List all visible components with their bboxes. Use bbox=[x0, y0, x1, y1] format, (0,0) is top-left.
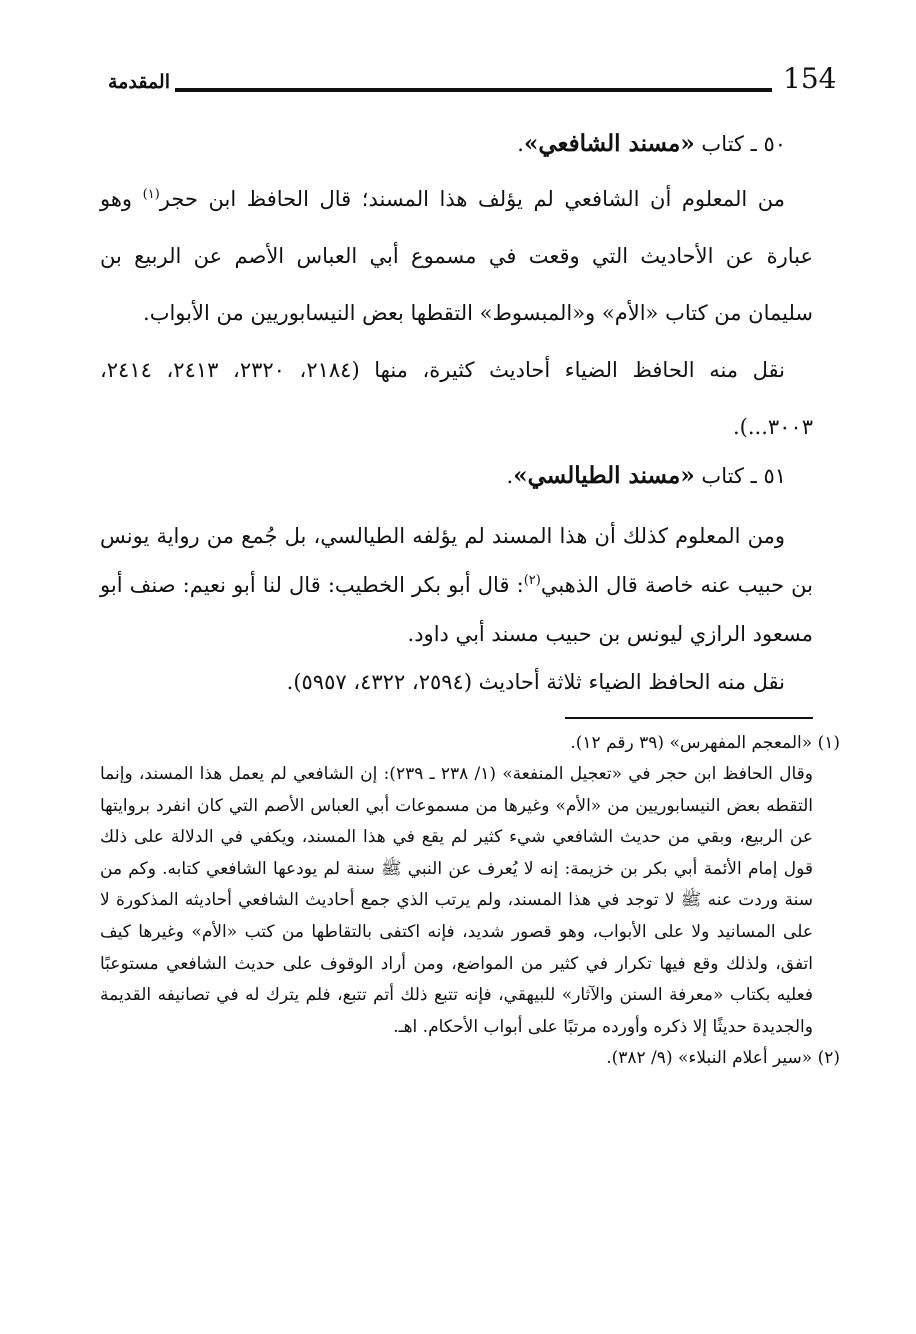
paragraph-text: نقل منه الحافظ الضياء ثلاثة أحاديث (٢٥٩٤، ٤٣٢٢، ٥٩٥٧). bbox=[286, 670, 785, 694]
paragraph-text: وهو عبارة عن الأحاديث التي وقعت في مسموع أبي العباس الأصم عن الربيع بن سليمان من كتاب «الأم» و«المبسوط» التقطها بعض النيسابوريين من الأبواب. bbox=[100, 187, 813, 325]
section-title-50 bbox=[100, 124, 786, 164]
page-number: 154 bbox=[783, 62, 837, 95]
section-title-suffix: . bbox=[506, 464, 514, 488]
footnote-ref-2[interactable]: (٢) bbox=[523, 573, 541, 588]
section-title-book: «مسند الطيالسي» bbox=[513, 462, 695, 489]
paragraph-shafii-1 bbox=[100, 171, 813, 342]
paragraph-text: : قال أبو بكر الخطيب: قال لنا أبو نعيم: صنف أبو مسعود الرازي ليونس بن حبيب مسند أبي داود. bbox=[100, 573, 813, 646]
paragraph-shafii-2 bbox=[100, 342, 813, 456]
paragraph-tayalisi-1 bbox=[100, 512, 813, 659]
paragraph-text: من المعلوم أن الشافعي لم يؤلف هذا المسند؛ قال الحافظ ابن حجر bbox=[159, 187, 785, 211]
footnote-ref-1[interactable]: (١) bbox=[142, 187, 160, 202]
running-head: المقدمة bbox=[107, 71, 170, 93]
section-title-prefix: ٥١ ـ كتاب bbox=[701, 464, 786, 488]
footnotes bbox=[100, 728, 840, 1074]
section-title-51 bbox=[100, 456, 786, 496]
section-title-book: «مسند الشافعي» bbox=[523, 130, 695, 157]
section-title-suffix: . bbox=[517, 132, 524, 156]
footnote-1-head: (١) «المعجم المفهرس» (٣٩ رقم ١٢). bbox=[570, 733, 840, 753]
footnote-1-body: وقال الحافظ ابن حجر في «تعجيل المنفعة» (١/ ٢٣٨ ـ ٢٣٩): إن الشافعي لم يعمل هذا المسند، وإنما التقطه بعض النيسابوريين من «الأم» وغيرها من مسموعات أبي العباس الأصم التي كان انفرد بروايتها عن الربيع، وبقي من حديث الشافعي شيء كثير لم يقع في هذا المسند، ويكفي في الدلالة على ذلك قول إمام الأئمة أبي بكر بن خزيمة: إنه لا يُعرف عن النبي ﷺ سنة لم يودعها الشافعي كتابه. وكم من سنة وردت عنه ﷺ لا توجد في هذا المسند، ولم يرتب الذي جمع أحاديث الشافعي أحاديثه المذكورة لا على المسانيد ولا على الأبواب، وهو قصور شديد، فإنه اكتفى بالتقاطها من كتب «الأم» وغيرها كيف اتفق، ولذلك وقع فيها تكرار في كثير من المواضع، ومن أراد الوقوف على حديث الشافعي مستوعبًا فعليه بكتاب «معرفة السنن والآثار» للبيهقي، فإنه تتبع ذلك أتم تتبع، فلم يترك له في تصانيفه القديمة والجديدة حديثًا إلا ذكره وأورده مرتبًا على أبواب الأحكام. اهـ. bbox=[100, 764, 814, 1037]
footnote-separator bbox=[565, 717, 813, 719]
section-title-prefix: ٥٠ ـ كتاب bbox=[701, 132, 786, 156]
footnote-2-head: (٢) «سير أعلام النبلاء» (٩/ ٣٨٢). bbox=[606, 1048, 840, 1069]
paragraph-text: ومن المعلوم كذلك أن هذا المسند لم يؤلفه الطيالسي، بل جُمع من رواية يونس بن حبيب عنه خاصة قال الذهبي bbox=[100, 524, 813, 597]
paragraph-text: نقل منه الحافظ الضياء أحاديث كثيرة، منها (٢١٨٤، ٢٣٢٠، ٢٤١٣، ٢٤١٤، ٣٠٠٣...). bbox=[100, 358, 813, 439]
header-rule bbox=[175, 88, 772, 92]
paragraph-tayalisi-2 bbox=[100, 662, 813, 702]
